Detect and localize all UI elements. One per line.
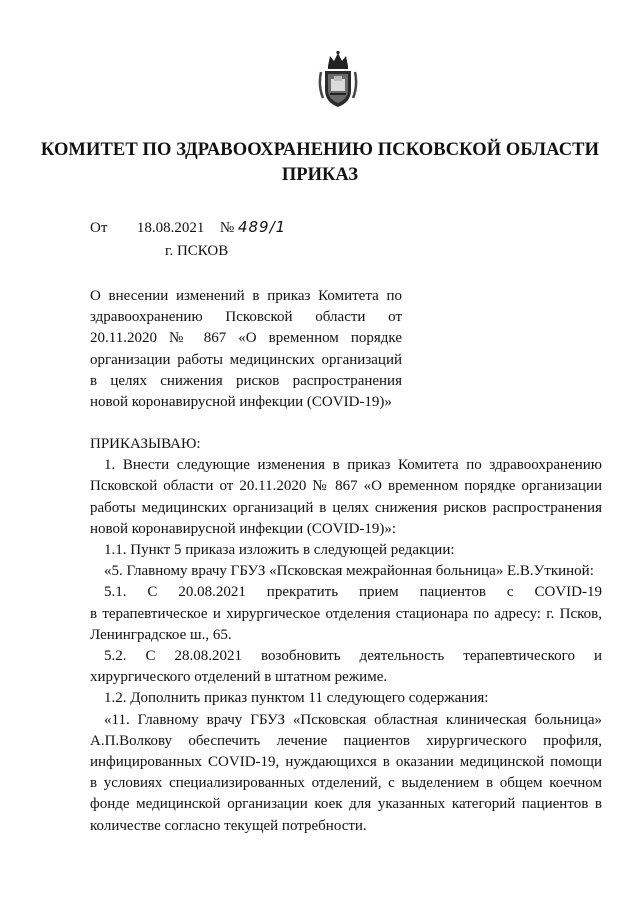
- paragraph-1-line: работы медицинских организаций в целях снижения рисков распространения: [90, 499, 602, 516]
- paragraph-5-1-line: 5.1. С 20.08.2021 прекратить прием пациентов с COVID-19: [104, 584, 602, 601]
- paragraph-5-1-line: в терапевтическое и хирургическое отделения стационара по адресу: г. Псков,: [90, 605, 602, 622]
- paragraph-1-line: 1. Внести следующие изменения в приказ Комитета по здравоохранению: [104, 457, 602, 474]
- paragraph-5-2-line: хирургического отделений в штатном режиме.: [90, 669, 388, 686]
- subject-line: организации работы медицинских организаций: [90, 351, 402, 368]
- subject-line: здравоохранению Псковской области от: [90, 309, 402, 326]
- paragraph-1-1: 1.1. Пункт 5 приказа изложить в следующей редакции:: [104, 542, 455, 559]
- paragraph-11-line: инфицированных COVID-19, нуждающихся в оказании медицинской помощи: [90, 754, 602, 771]
- paragraph-11-line: А.П.Волкову обеспечить лечение пациентов хирургического профиля,: [90, 732, 602, 749]
- order-body: [90, 434, 602, 837]
- order-date: 18.08.2021: [136, 220, 205, 236]
- subject-line: новой коронавирусной инфекции (COVID-19)»: [90, 394, 392, 411]
- subject-line: в целях снижения рисков распространения: [90, 372, 402, 389]
- paragraph-5-2-line: 5.2. С 28.08.2021 возобновить деятельность терапевтического и: [104, 648, 602, 665]
- order-word: ПРИКАЗЫВАЮ:: [90, 436, 201, 452]
- paragraph-1-line: Псковской области от 20.11.2020 № 867 «О временном порядке организации: [90, 478, 602, 495]
- order-subject: [90, 286, 402, 413]
- organization-name: КОМИТЕТ ПО ЗДРАВООХРАНЕНИЮ ПСКОВСКОЙ ОБЛАСТИ: [40, 140, 600, 160]
- paragraph-11-line: «11. Главному врачу ГБУЗ «Псковская областная клиническая больница»: [104, 711, 602, 728]
- date-prefix: От: [90, 220, 108, 236]
- paragraph-11-line: количестве согласно текущей потребности.: [90, 817, 367, 834]
- coat-of-arms-icon: [318, 50, 358, 110]
- subject-line: О внесении изменений в приказ Комитета по: [90, 288, 402, 304]
- paragraph-5-1-line: Ленинградское ш., 65.: [90, 626, 232, 643]
- paragraph-1-2: 1.2. Дополнить приказ пунктом 11 следующего содержания:: [104, 690, 489, 707]
- date-number-line: [90, 218, 286, 237]
- paragraph-11-line: фонде медицинской организации коек для указанных категорий пациентов в: [90, 796, 602, 813]
- paragraph-1-line: новой коронавирусной инфекции (COVID-19)»:: [90, 520, 397, 537]
- city: г. ПСКОВ: [165, 243, 229, 259]
- order-number: 489/1: [237, 218, 287, 236]
- document-type: ПРИКАЗ: [281, 165, 359, 185]
- number-label: №: [219, 220, 235, 236]
- paragraph-5: «5. Главному врачу ГБУЗ «Псковская межрайонная больница» Е.В.Уткиной:: [104, 563, 594, 580]
- subject-line: 20.11.2020 № 867 «О временном порядке: [90, 330, 402, 347]
- paragraph-11-line: в условиях специализированных отделений, с выделением в общем коечном: [90, 775, 602, 792]
